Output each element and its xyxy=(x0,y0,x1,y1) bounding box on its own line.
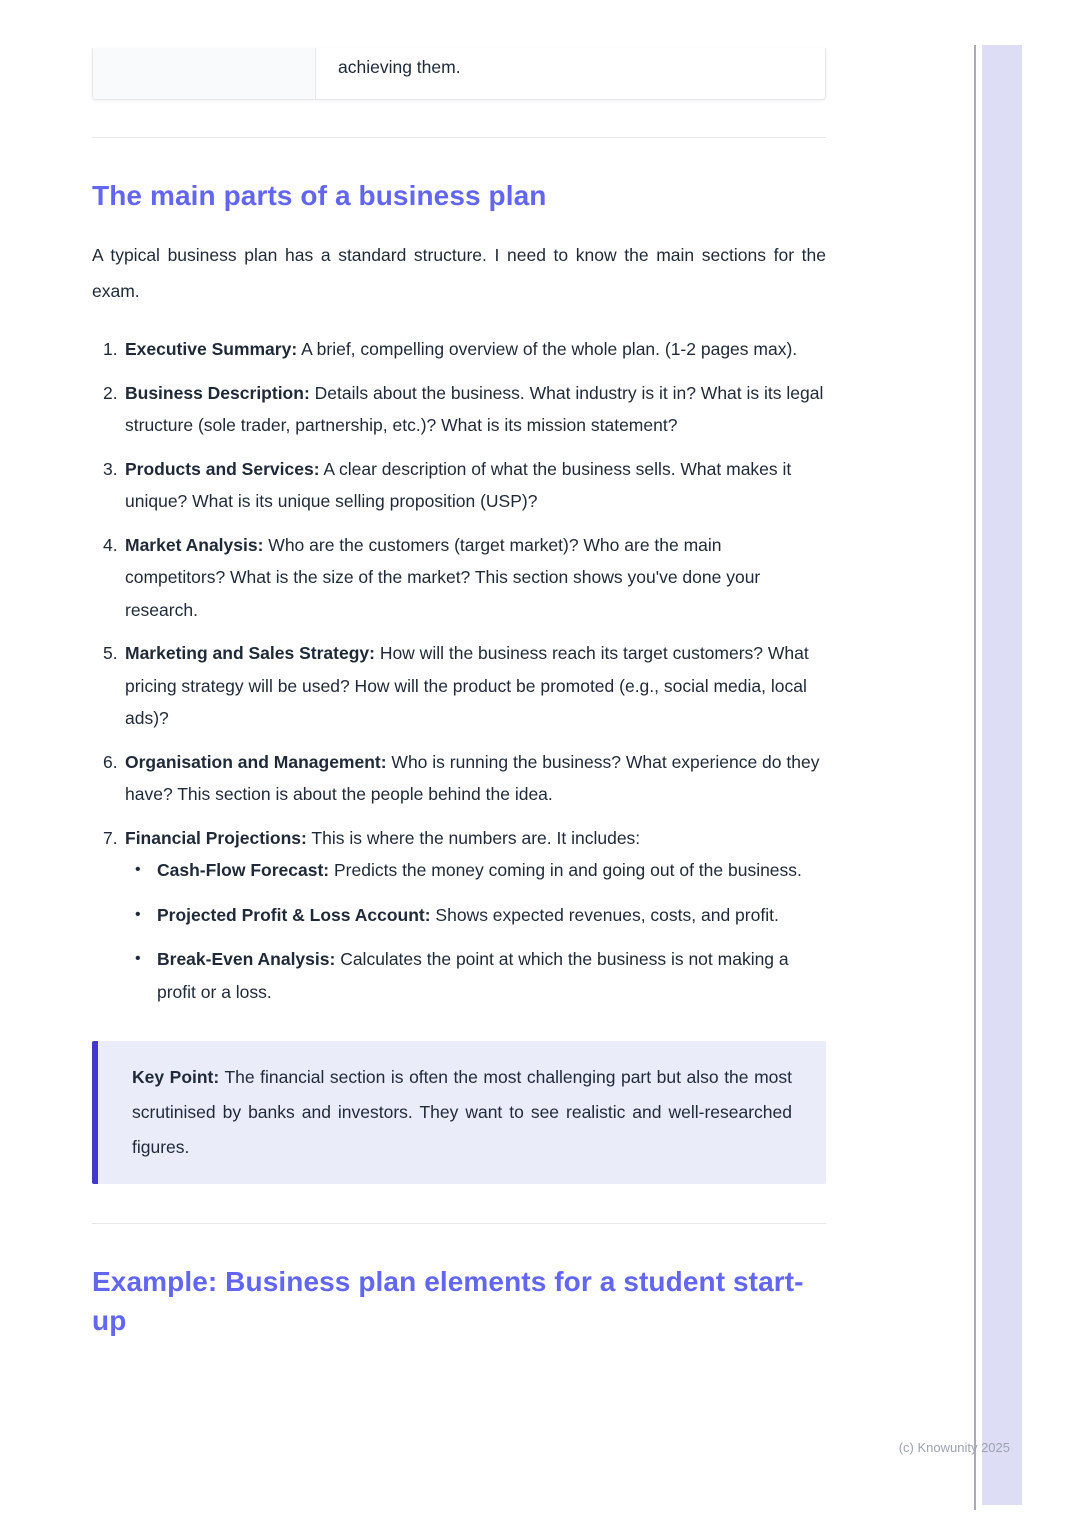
sub-item-body xyxy=(157,854,826,887)
list-item xyxy=(103,377,826,442)
item-body xyxy=(125,529,826,627)
list-item xyxy=(103,529,826,627)
item-number: 6. xyxy=(103,751,118,772)
item-body xyxy=(125,746,826,811)
item-text: Details about the business. What industry is it in? What is its legal structure (sole trader, partnership, etc.)? What is its mission statement? xyxy=(125,382,824,435)
bullet-icon: • xyxy=(135,950,141,967)
item-body xyxy=(125,822,826,1009)
item-label: Products and Services: xyxy=(125,458,320,479)
item-number: 3. xyxy=(103,458,118,479)
item-body xyxy=(125,453,826,518)
item-number: 7. xyxy=(103,827,118,848)
item-label: Organisation and Management: xyxy=(125,751,387,772)
sub-list-item xyxy=(135,899,826,932)
item-number: 4. xyxy=(103,534,118,555)
item-body xyxy=(125,377,826,442)
item-number: 1. xyxy=(103,339,118,359)
item-label: Executive Summary: xyxy=(125,339,298,359)
intro-paragraph: A typical business plan has a standard structure. I need to know the main sections for the exam. xyxy=(92,245,826,301)
item-number: 2. xyxy=(103,382,118,403)
divider xyxy=(92,1223,826,1224)
sub-item-body xyxy=(157,899,826,932)
sub-list-item xyxy=(135,854,826,887)
sub-list-item xyxy=(135,943,826,1008)
bullet-icon: • xyxy=(135,861,141,878)
sub-item-text: Predicts the money coming in and going out of the business. xyxy=(329,860,802,880)
table-cell-left xyxy=(93,48,316,99)
item-text: This is where the numbers are. It includes: xyxy=(306,827,641,848)
callout-label: Key Point: xyxy=(132,1067,220,1087)
sub-list xyxy=(125,854,826,1008)
item-body xyxy=(125,333,826,366)
item-text: How will the business reach its target customers? What pricing strategy will be used? How will the product be promoted (e.g., social media, local ads)? xyxy=(125,643,809,728)
item-text: A clear description of what the business sells. What makes it unique? What is its unique selling proposition (USP)? xyxy=(125,458,792,511)
page-edge-line xyxy=(974,45,976,1510)
list-item xyxy=(103,822,826,1009)
item-body xyxy=(125,637,826,735)
list-item xyxy=(103,637,826,735)
item-number: 5. xyxy=(103,643,118,663)
item-label: Marketing and Sales Strategy: xyxy=(125,643,375,663)
item-text: A brief, compelling overview of the whole plan. (1-2 pages max). xyxy=(297,339,798,359)
document-page xyxy=(92,0,826,1340)
sub-item-label: Projected Profit & Loss Account: xyxy=(157,904,431,925)
list-item xyxy=(103,333,826,366)
item-label: Market Analysis: xyxy=(125,534,264,555)
footer-copyright: (c) Knowunity 2025 xyxy=(898,1440,1010,1455)
item-label: Business Description: xyxy=(125,382,310,403)
item-text: Who is running the business? What experience do they have? This section is about the people behind the idea. xyxy=(125,751,820,804)
sub-item-label: Break-Even Analysis: xyxy=(157,949,336,969)
divider xyxy=(92,137,826,138)
numbered-list xyxy=(92,333,826,1008)
section-heading-main-parts: The main parts of a business plan xyxy=(92,180,547,211)
section-heading-example: Example: Business plan elements for a student start-up xyxy=(92,1266,804,1336)
item-label: Financial Projections: xyxy=(125,827,307,848)
sub-item-text: Calculates the point at which the business is not making a profit or a loss. xyxy=(157,949,789,1002)
callout-text: The financial section is often the most challenging part but also the most scrutinised by banks and investors. They want to see realistic and well-researched figures. xyxy=(132,1067,792,1157)
bullet-icon: • xyxy=(135,905,141,923)
scrollbar-track[interactable] xyxy=(982,45,1022,1505)
item-text: Who are the customers (target market)? Who are the main competitors? What is the size of the market? This section shows you've done your research. xyxy=(125,534,761,620)
table-fragment xyxy=(92,48,826,100)
key-point-callout xyxy=(92,1041,826,1184)
list-item xyxy=(103,746,826,811)
table-cell-text: achieving them. xyxy=(338,57,461,77)
sub-item-body xyxy=(157,943,826,1008)
sub-item-label: Cash-Flow Forecast: xyxy=(157,860,330,880)
table-cell-right xyxy=(316,48,825,99)
sub-item-text: Shows expected revenues, costs, and profit. xyxy=(430,904,779,925)
list-item xyxy=(103,453,826,518)
